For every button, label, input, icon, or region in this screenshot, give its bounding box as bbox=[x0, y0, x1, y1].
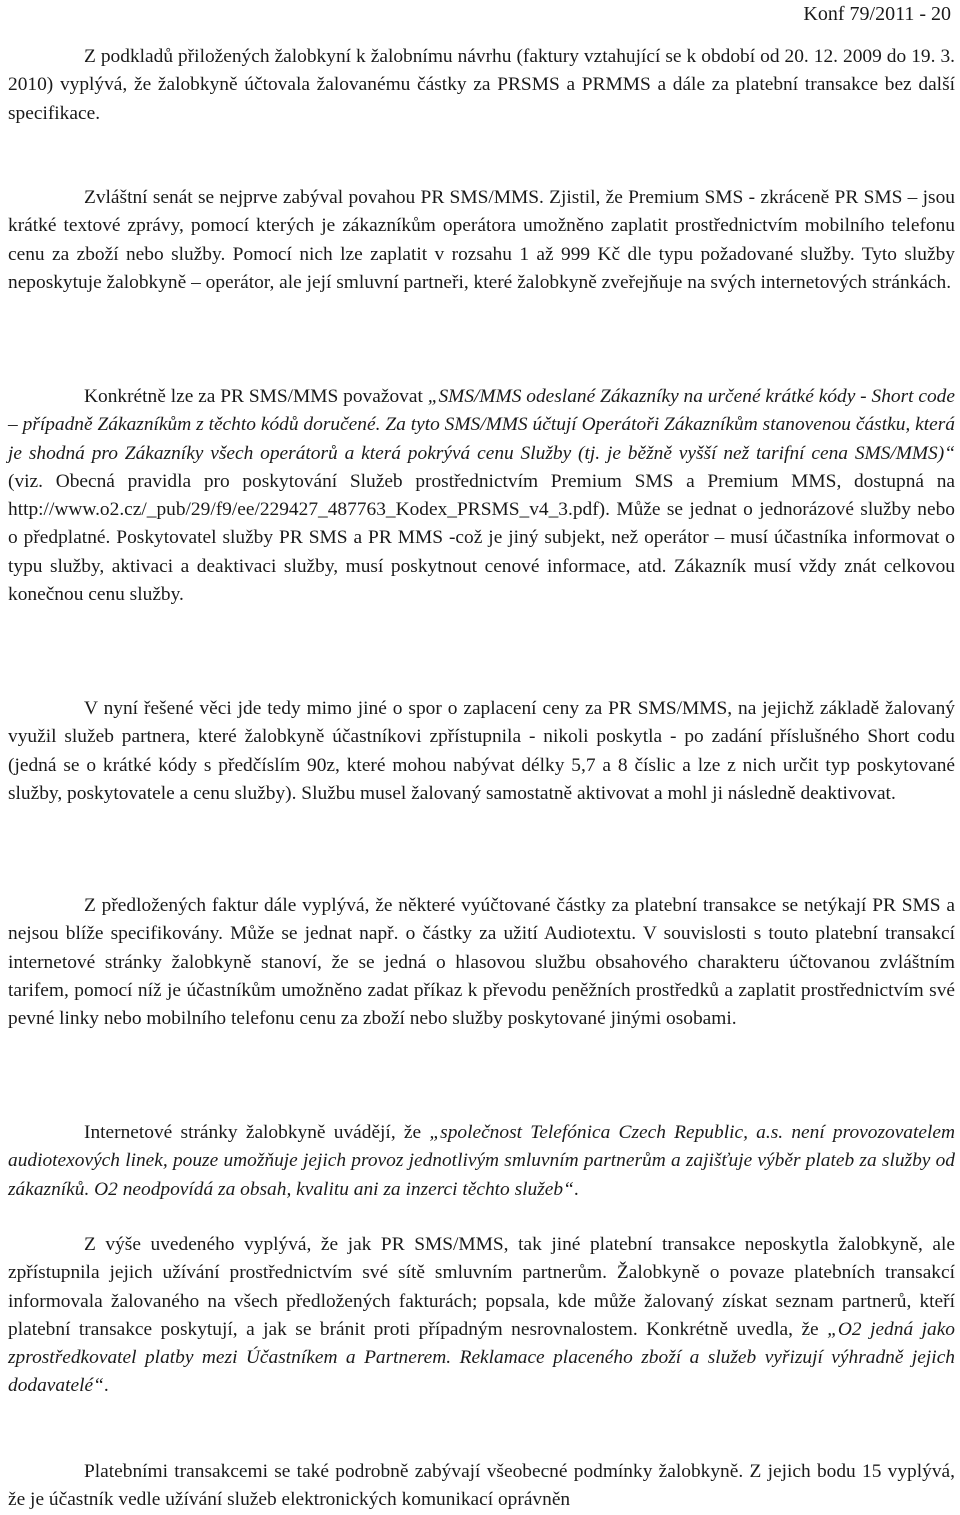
paragraph-3 bbox=[8, 383, 955, 609]
paragraph-7 bbox=[8, 1231, 955, 1401]
page-header: Konf 79/2011 - 20 bbox=[803, 3, 951, 25]
paragraph-3-quote: „SMS/MMS odeslané Zákazníky na určené krátké kódy - Short code – případně Zákazníkům z těchto kódů doručené. Za tyto SMS/MMS účtují Operátoři Zákazníkům stanovenou částku, která je shodná pro Zákazníky všech operátorů a která pokrývá cenu Služby (tj. je běžně vyšší než tarifní cena SMS/MMS)“ bbox=[8, 386, 955, 464]
paragraph-4: V nyní řešené věci jde tedy mimo jiné o spor o zaplacení ceny za PR SMS/MMS, na jejichž základě žalovaný využil služeb partnera, které žalobkyně účastníkovi zpřístupnila - nikoli poskytla - po zadání příslušného Short codu (jedná se o krátké kódy s předčíslím 90z, které mohou nabývat délky 5,7 a 8 číslic a lze z nich určit typ poskytované služby, poskytovatele a cenu služby). Službu musel žalovaný samostatně aktivovat a mohl ji následně deaktivovat. bbox=[8, 698, 955, 804]
paragraph-1: Z podkladů přiložených žalobkyní k žalobnímu návrhu (faktury vztahující se k období od 20. 12. 2009 do 19. 3. 2010) vyplývá, že žalobkyně účtovala žalovanému částky za PRSMS a PRMMS a dále za platební transakce bez další specifikace. bbox=[8, 46, 955, 124]
paragraph-6-end: . bbox=[573, 1178, 579, 1200]
paragraph-6-quote: „společnost Telefónica Czech Republic, a.s. není provozovatelem audiotexových linek, pouze umožňuje jejich provoz jednotlivým smluvním partnerům a zajišťuje výběr plateb za služby od zákazníků. O2 neodpovídá za obsah, kvalitu ani za inzerci těchto služeb“ bbox=[8, 1122, 955, 1200]
paragraph-2: Zvláštní senát se nejprve zabýval povahou PR SMS/MMS. Zjistil, že Premium SMS - zkráceně PR SMS – jsou krátké textové zprávy, pomocí kterých je zákazníkům operátora umožněno zaplatit prostřednictvím mobilního telefonu cenu za zboží nebo služby. Pomocí nich lze zaplatit v rozsahu 1 až 999 Kč dle typu požadované služby. Tyto služby neposkytuje žalobkyně – operátor, ale její smluvní partneři, které žalobkyně zveřejňuje na svých internetových stránkách. bbox=[8, 187, 955, 293]
paragraph-3-rest: (viz. Obecná pravidla pro poskytování Služeb prostřednictvím Premium SMS a Premium MMS, dostupná na http://www.o2.cz/_pub/29/f9/ee/229427_487763_Kodex_PRSMS_v4_3.pdf). Může se jednat o jednorázové služby nebo o předplatné. Poskytovatel služby PR SMS a PR MMS -což je jiný subjekt, než operátor – musí účastníka informovat o typu služby, aktivaci a deaktivaci služby, musí poskytnout cenové informace, atd. Zákazník musí vždy znát celkovou konečnou cenu služby. bbox=[8, 470, 955, 606]
paragraph-7-end: . bbox=[103, 1375, 109, 1397]
paragraph-5: Z předložených faktur dále vyplývá, že některé vyúčtované částky za platební transakce se netýkají PR SMS a nejsou blíže specifikovány. Může se jednat např. o částky za užití Audiotextu. V souvislosti s touto platební transakcí internetové stránky žalobkyně stanoví, že se jedná o hlasovou službu obsahového charakteru účtovanou zvláštním tarifem, pomocí níž je účastníkům umožněno zadat příkaz k převodu peněžních prostředků a zaplatit prostřednictvím své pevné linky nebo mobilního telefonu cenu za zboží nebo služby poskytované jinými osobami. bbox=[8, 895, 955, 1030]
paragraph-7-intro: Z výše uvedeného vyplývá, že jak PR SMS/MMS, tak jiné platební transakce neposkytla žalobkyně, ale zpřístupnila jejich užívání prostřednictvím své sítě smluvním partnerům. Žalobkyně o povaze platebních transakcí informovala žalovaného na všech předložených fakturách; popsala, kde může žalovaný získat seznam partnerů, kteří platební transakce poskytují, a jak se bránit proti případným nesrovnalostem. Konkrétně uvedla, že bbox=[8, 1234, 955, 1340]
paragraph-7-quote: „O2 jedná jako zprostředkovatel platby mezi Účastníkem a Partnerem. Reklamace placeného zboží a služeb vyřizují výhradně jejich dodavatelé“ bbox=[8, 1318, 955, 1397]
paragraph-3-intro: Konkrétně lze za PR SMS/MMS považovat bbox=[84, 386, 428, 407]
paragraph-6 bbox=[8, 1119, 955, 1204]
paragraph-6-intro: Internetové stránky žalobkyně uvádějí, že bbox=[84, 1122, 430, 1143]
paragraph-8: Platebními transakcemi se také podrobně zabývají všeobecné podmínky žalobkyně. Z jejich bodu 15 vyplývá, že je účastník vedle užívání služeb elektronických komunikací oprávněn bbox=[8, 1461, 955, 1511]
document-page bbox=[8, 0, 955, 1514]
